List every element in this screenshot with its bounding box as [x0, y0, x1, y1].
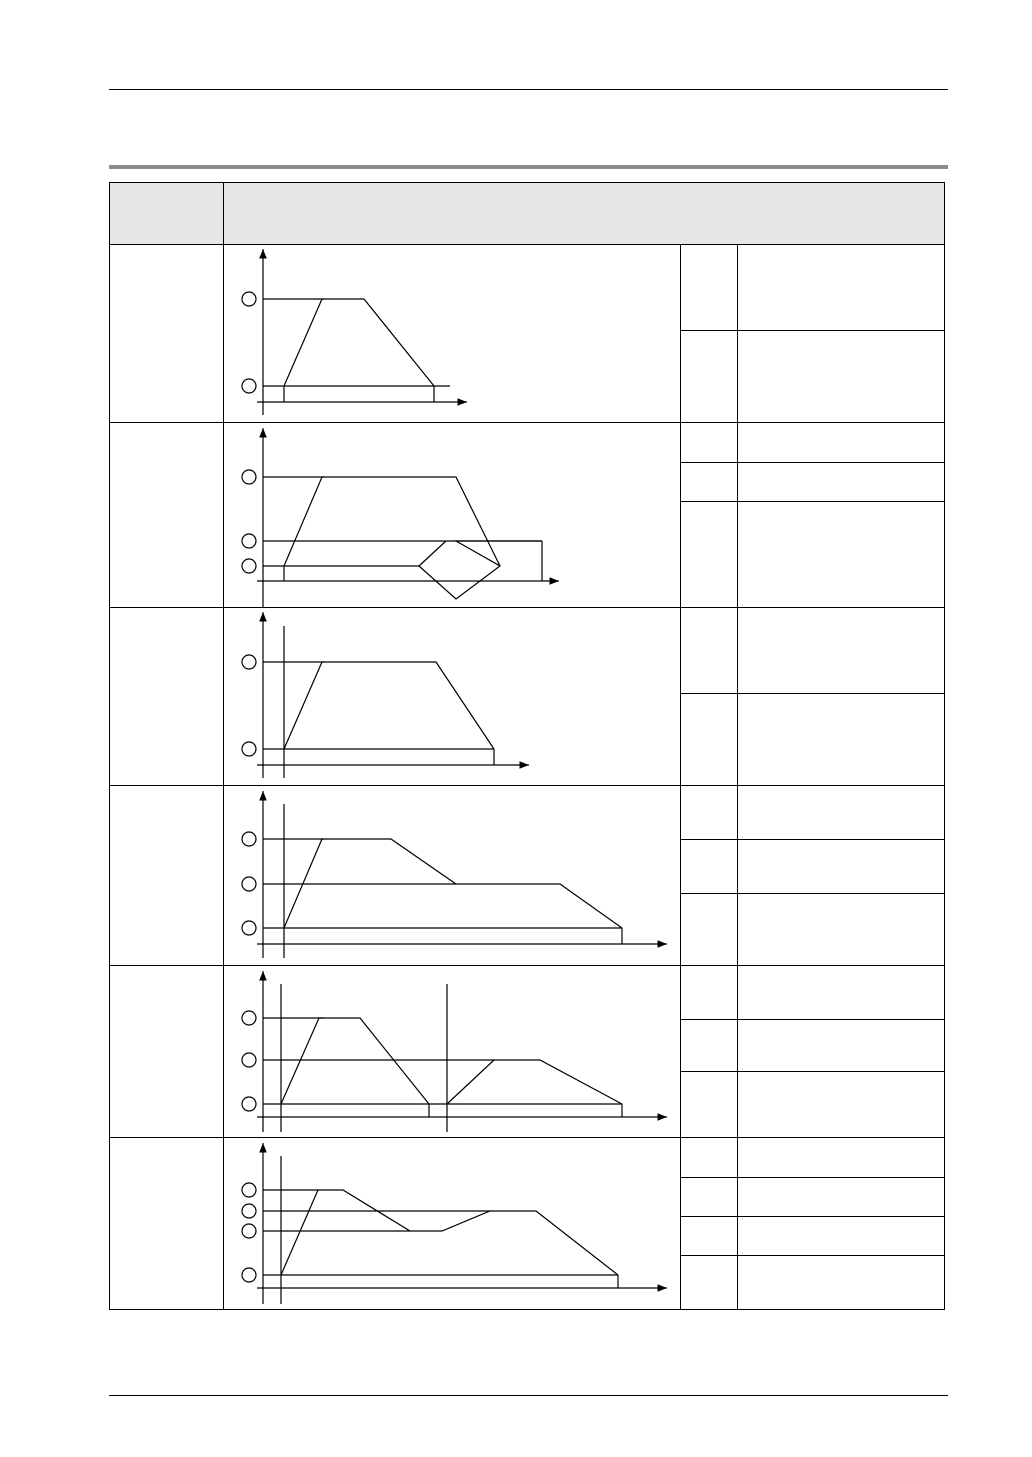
mode-cell — [110, 786, 224, 966]
speed-marker-circle — [242, 1268, 256, 1282]
list-item — [681, 1071, 944, 1137]
notes-list — [681, 1138, 944, 1309]
speed-marker-circle — [242, 1224, 256, 1238]
notes-cell — [681, 423, 945, 608]
mode-cell — [110, 423, 224, 608]
speed-marker-circle — [242, 742, 256, 756]
speed-marker-circle — [242, 1183, 256, 1197]
speed-profile-line — [281, 1190, 618, 1275]
list-item — [681, 330, 944, 422]
header-cell-mode — [110, 183, 224, 245]
diagram-cell — [224, 423, 681, 608]
diagram-cell — [224, 786, 681, 966]
speed-marker-circle — [242, 1011, 256, 1025]
mode-cell — [110, 245, 224, 423]
speed-marker-circle — [242, 832, 256, 846]
table-row — [110, 786, 945, 966]
notes-list — [681, 423, 944, 607]
speed-profile-diagram — [224, 786, 681, 965]
list-item — [681, 501, 944, 607]
speed-marker-circle — [242, 534, 256, 548]
list-item — [681, 786, 944, 839]
table-row — [110, 1138, 945, 1310]
section-title-rule — [109, 165, 948, 169]
list-item — [681, 462, 944, 501]
speed-profile-diagram — [224, 966, 681, 1137]
notes-cell — [681, 966, 945, 1138]
diagram-cell — [224, 245, 681, 423]
speed-profile-diagram — [224, 423, 681, 607]
mode-cell — [110, 966, 224, 1138]
notes-list — [681, 608, 944, 785]
notes-cell — [681, 786, 945, 966]
table-header-row — [110, 183, 945, 245]
speed-profile-diagram — [224, 608, 681, 785]
list-item — [681, 839, 944, 893]
list-item — [681, 693, 944, 785]
speed-profile-line-2 — [447, 1060, 622, 1104]
header-rule — [109, 89, 948, 90]
header-cell-pattern — [224, 183, 945, 245]
speed-profile-line — [284, 477, 500, 566]
list-item — [681, 608, 944, 693]
speed-profile-line — [284, 662, 494, 749]
list-item — [681, 1255, 944, 1309]
table-row — [110, 245, 945, 423]
list-item — [681, 1216, 944, 1255]
speed-marker-circle — [242, 559, 256, 573]
mode-cell — [110, 1138, 224, 1310]
speed-marker-circle — [242, 877, 256, 891]
footer-rule — [109, 1395, 948, 1396]
table-row — [110, 423, 945, 608]
speed-marker-circle — [242, 470, 256, 484]
notes-cell — [681, 1138, 945, 1310]
mode-cell — [110, 608, 224, 786]
speed-profile-diagram — [224, 1138, 681, 1309]
operation-pattern-table — [109, 182, 945, 1310]
speed-profile-diagram — [224, 245, 681, 422]
diagram-cell — [224, 608, 681, 786]
table-row — [110, 608, 945, 786]
notes-list — [681, 786, 944, 965]
speed-marker-circle — [242, 655, 256, 669]
diagram-cell — [224, 1138, 681, 1310]
notes-cell — [681, 245, 945, 423]
list-item — [681, 893, 944, 965]
speed-marker-circle — [242, 1097, 256, 1111]
speed-marker-circle — [242, 921, 256, 935]
speed-marker-circle — [242, 1053, 256, 1067]
list-item — [681, 966, 944, 1019]
list-item — [681, 245, 944, 330]
speed-profile-line — [281, 1018, 429, 1104]
list-item — [681, 1138, 944, 1177]
list-item — [681, 423, 944, 462]
notes-list — [681, 245, 944, 422]
speed-marker-circle — [242, 379, 256, 393]
notes-cell — [681, 608, 945, 786]
list-item — [681, 1019, 944, 1071]
speed-profile-line — [284, 299, 434, 386]
speed-marker-circle — [242, 292, 256, 306]
diagram-cell — [224, 966, 681, 1138]
speed-marker-circle — [242, 1204, 256, 1218]
list-item — [681, 1177, 944, 1216]
notes-list — [681, 966, 944, 1137]
table-row — [110, 966, 945, 1138]
